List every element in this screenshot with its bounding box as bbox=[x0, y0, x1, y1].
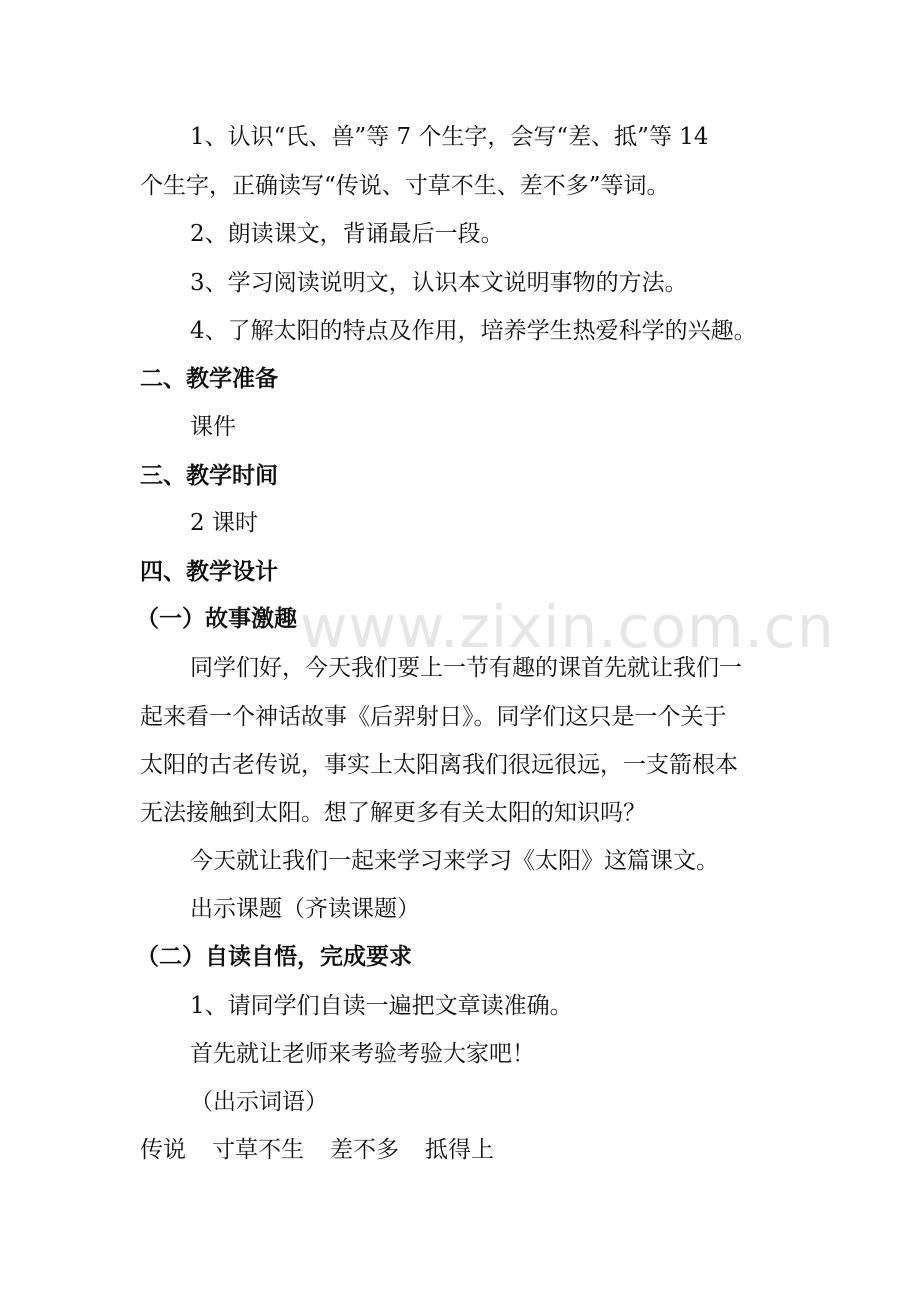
section-2-content: 课件 bbox=[190, 414, 236, 440]
objective-1-line-1: 1、认识“氏、兽”等 7 个生字，会写“差、抵”等 14 bbox=[190, 124, 709, 150]
objective-3: 3、学习阅读说明文，认识本文说明事物的方法。 bbox=[190, 270, 688, 296]
word-list bbox=[140, 1135, 790, 1165]
part-1-para-1-line-4: 无法接触到太阳。想了解更多有关太阳的知识吗？ bbox=[140, 800, 646, 826]
word-item: 传说 bbox=[140, 1137, 186, 1163]
part-1-heading: （一）故事激趣 bbox=[136, 606, 297, 632]
objective-2: 2、朗读课文，背诵最后一段。 bbox=[190, 221, 504, 247]
section-4-heading: 四、教学设计 bbox=[140, 559, 278, 585]
part-1-para-1-line-3: 太阳的古老传说，事实上太阳离我们很远很远，一支箭根本 bbox=[140, 752, 738, 778]
word-item: 抵得上 bbox=[425, 1137, 494, 1163]
watermark: www.zixin.com.cn bbox=[300, 593, 835, 661]
part-1-para-3: 出示课题（齐读课题） bbox=[190, 896, 420, 922]
section-3-content: 2 课时 bbox=[190, 510, 258, 536]
part-2-para-2: （出示词语） bbox=[190, 1089, 328, 1115]
part-1-para-1-line-1: 同学们好，今天我们要上一节有趣的课首先就让我们一 bbox=[190, 655, 742, 681]
objective-4: 4、了解太阳的特点及作用，培养学生热爱科学的兴趣。 bbox=[190, 318, 757, 344]
part-2-heading: （二）自读自悟，完成要求 bbox=[136, 944, 412, 970]
objective-1-line-2: 个生字，正确读写“传说、寸草不生、差不多”等词。 bbox=[140, 173, 670, 199]
part-1-para-2: 今天就让我们一起来学习来学习《太阳》这篇课文。 bbox=[190, 848, 719, 874]
part-2-item-1: 1、请同学们自读一遍把文章读准确。 bbox=[190, 993, 573, 1019]
part-2-para-1: 首先就让老师来考验考验大家吧！ bbox=[190, 1041, 535, 1067]
section-3-heading: 三、教学时间 bbox=[140, 463, 278, 489]
word-item: 寸草不生 bbox=[212, 1137, 304, 1163]
section-2-heading: 二、教学准备 bbox=[140, 366, 278, 392]
part-1-para-1-line-2: 起来看一个神话故事《后羿射日》。同学们这只是一个关于 bbox=[140, 704, 727, 730]
word-item: 差不多 bbox=[330, 1137, 399, 1163]
